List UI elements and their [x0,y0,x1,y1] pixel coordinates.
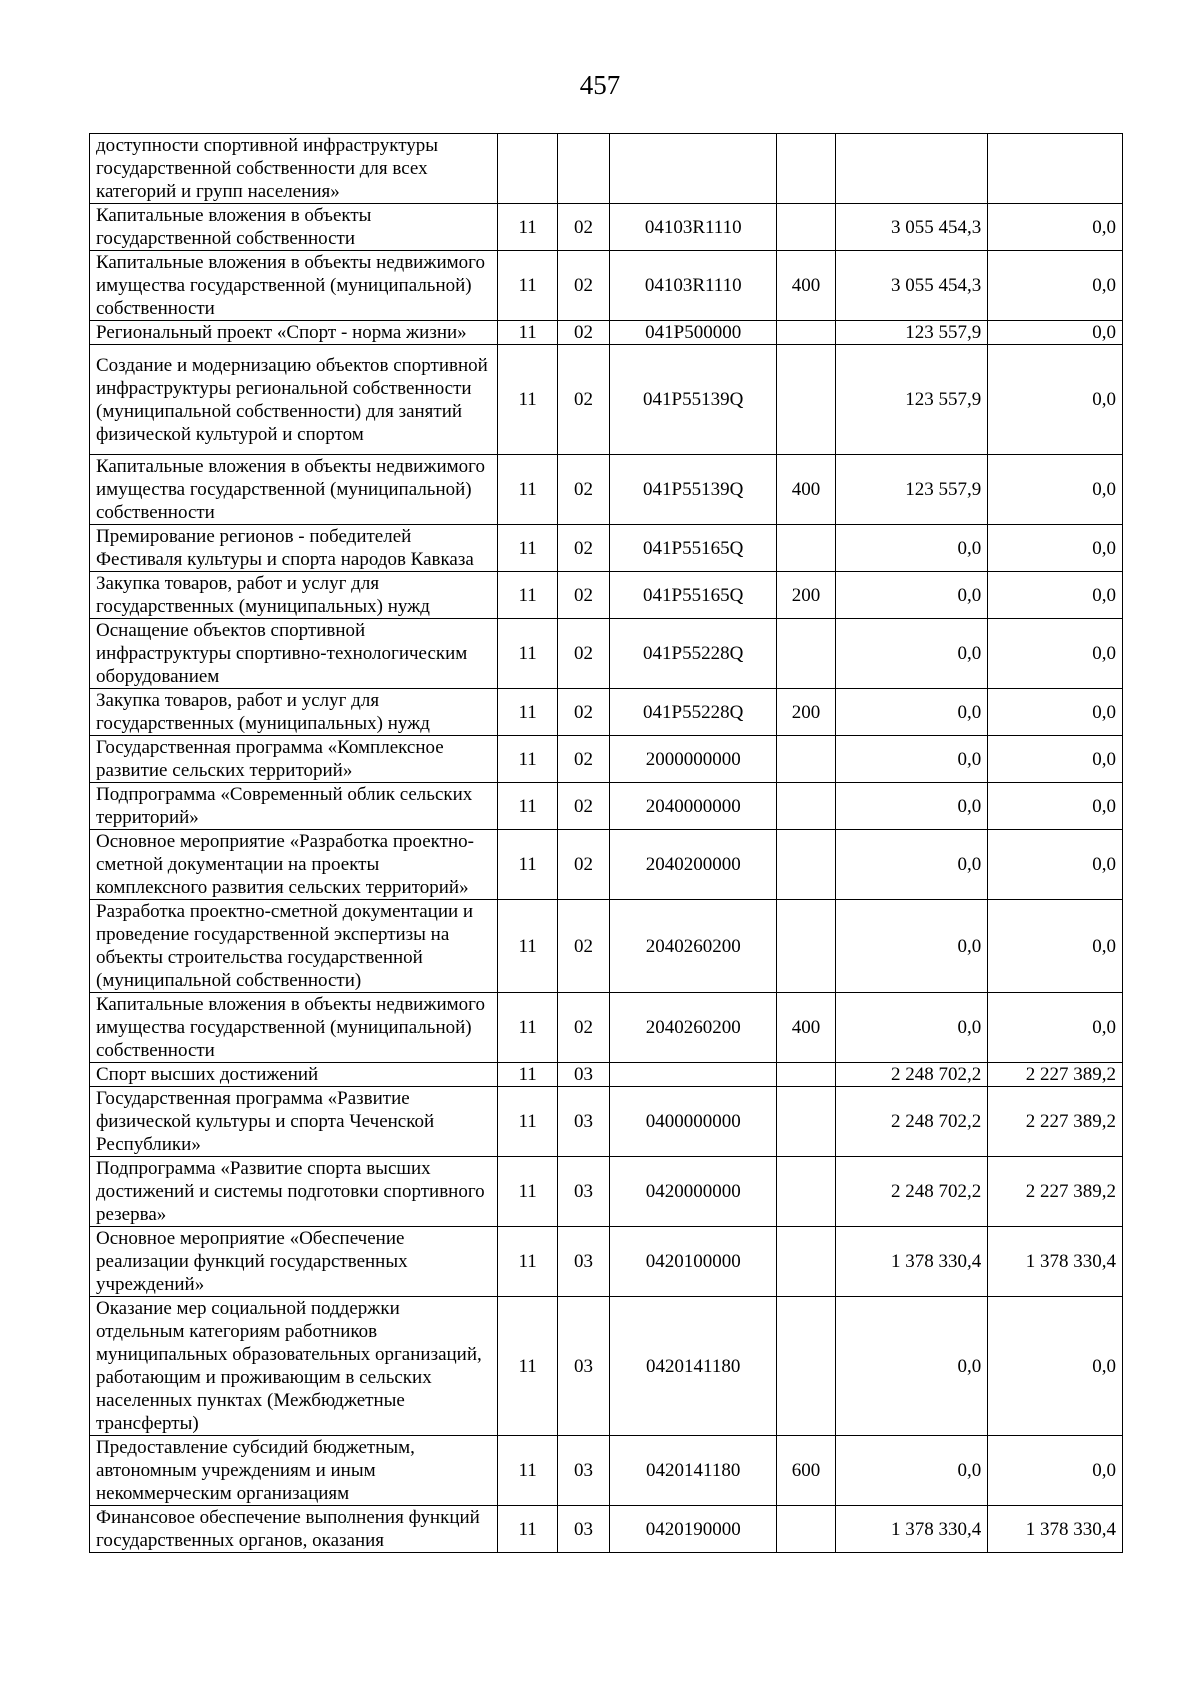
section-code: 11 [498,1436,558,1506]
amount-year-1: 3 055 454,3 [835,251,987,321]
amount-year-1: 0,0 [835,736,987,783]
target-article-code: 2040260200 [610,900,777,993]
subsection-code: 02 [557,783,609,830]
amount-year-2: 1 378 330,4 [988,1506,1123,1553]
section-code: 11 [498,993,558,1063]
amount-year-2: 0,0 [988,525,1123,572]
amount-year-1: 1 378 330,4 [835,1227,987,1297]
subsection-code: 03 [557,1436,609,1506]
section-code: 11 [498,204,558,251]
target-article-code: 0420141180 [610,1297,777,1436]
target-article-code: 041P500000 [610,321,777,345]
row-name: Оснащение объектов спортивной инфраструктуры спортивно-технологическим оборудованием [90,619,498,689]
subsection-code: 02 [557,321,609,345]
amount-year-2: 0,0 [988,204,1123,251]
table-body [90,134,1123,1553]
row-name: Закупка товаров, работ и услуг для государственных (муниципальных) нужд [90,689,498,736]
table-row [90,321,1123,345]
amount-year-1: 0,0 [835,1436,987,1506]
amount-year-1: 3 055 454,3 [835,204,987,251]
expense-type-code: 400 [777,251,835,321]
expense-type-code [777,345,835,455]
target-article-code: 041P55228Q [610,619,777,689]
row-name: Подпрограмма «Развитие спорта высших достижений и системы подготовки спортивного резерва» [90,1157,498,1227]
table-row [90,1297,1123,1436]
section-code: 11 [498,736,558,783]
expense-type-code: 400 [777,993,835,1063]
amount-year-2: 0,0 [988,619,1123,689]
row-name: Финансовое обеспечение выполнения функций государственных органов, оказания [90,1506,498,1553]
subsection-code: 02 [557,830,609,900]
amount-year-1: 0,0 [835,900,987,993]
amount-year-2: 2 227 389,2 [988,1087,1123,1157]
amount-year-2: 1 378 330,4 [988,1227,1123,1297]
amount-year-1: 2 248 702,2 [835,1087,987,1157]
row-name: Премирование регионов - победителей Фестиваля культуры и спорта народов Кавказа [90,525,498,572]
amount-year-2: 0,0 [988,345,1123,455]
subsection-code: 03 [557,1063,609,1087]
section-code: 11 [498,572,558,619]
target-article-code: 2000000000 [610,736,777,783]
amount-year-1: 0,0 [835,783,987,830]
expense-type-code [777,1063,835,1087]
section-code: 11 [498,345,558,455]
row-name: Основное мероприятие «Разработка проектно-сметной документации на проекты комплексного развития сельских территорий» [90,830,498,900]
amount-year-2: 2 227 389,2 [988,1157,1123,1227]
table-row [90,1063,1123,1087]
amount-year-2: 0,0 [988,251,1123,321]
amount-year-1: 1 378 330,4 [835,1506,987,1553]
page-number: 457 [579,70,621,100]
section-code: 11 [498,321,558,345]
subsection-code: 03 [557,1506,609,1553]
table-row [90,783,1123,830]
section-code [498,134,558,204]
budget-table [89,133,1123,1553]
expense-type-code [777,204,835,251]
table-row [90,1506,1123,1553]
amount-year-2: 0,0 [988,321,1123,345]
table-row [90,689,1123,736]
section-code: 11 [498,1157,558,1227]
amount-year-2: 0,0 [988,455,1123,525]
subsection-code: 02 [557,251,609,321]
expense-type-code [777,1087,835,1157]
amount-year-1: 0,0 [835,689,987,736]
target-article-code: 0420100000 [610,1227,777,1297]
amount-year-1: 123 557,9 [835,455,987,525]
amount-year-1: 0,0 [835,572,987,619]
table-row [90,1087,1123,1157]
table-row [90,204,1123,251]
target-article-code: 041P55165Q [610,525,777,572]
amount-year-2: 0,0 [988,736,1123,783]
section-code: 11 [498,900,558,993]
section-code: 11 [498,455,558,525]
target-article-code: 041P55165Q [610,572,777,619]
row-name: Спорт высших достижений [90,1063,498,1087]
expense-type-code [777,830,835,900]
target-article-code: 0420141180 [610,1436,777,1506]
expense-type-code [777,525,835,572]
row-name: Капитальные вложения в объекты государственной собственности [90,204,498,251]
target-article-code: 04103R1110 [610,204,777,251]
target-article-code: 041P55139Q [610,345,777,455]
table-row [90,525,1123,572]
subsection-code: 02 [557,345,609,455]
section-code: 11 [498,525,558,572]
subsection-code: 02 [557,204,609,251]
subsection-code: 03 [557,1297,609,1436]
row-name: Закупка товаров, работ и услуг для государственных (муниципальных) нужд [90,572,498,619]
subsection-code: 02 [557,689,609,736]
expense-type-code [777,1227,835,1297]
row-name: Капитальные вложения в объекты недвижимого имущества государственной (муниципальной) собственности [90,251,498,321]
expense-type-code [777,900,835,993]
target-article-code: 041P55228Q [610,689,777,736]
target-article-code: 041P55139Q [610,455,777,525]
section-code: 11 [498,619,558,689]
subsection-code: 02 [557,619,609,689]
table-row [90,1157,1123,1227]
expense-type-code [777,321,835,345]
target-article-code: 04103R1110 [610,251,777,321]
subsection-code: 03 [557,1157,609,1227]
expense-type-code: 400 [777,455,835,525]
expense-type-code [777,736,835,783]
section-code: 11 [498,689,558,736]
row-name: Создание и модернизацию объектов спортивной инфраструктуры региональной собственности (муниципальной собственности) для занятий физической культурой и спортом [90,345,498,455]
row-name: Государственная программа «Развитие физической культуры и спорта Чеченской Республики» [90,1087,498,1157]
section-code: 11 [498,1227,558,1297]
target-article-code: 2040260200 [610,993,777,1063]
expense-type-code: 200 [777,572,835,619]
amount-year-1: 0,0 [835,525,987,572]
expense-type-code [777,1297,835,1436]
expense-type-code: 200 [777,689,835,736]
target-article-code: 0420000000 [610,1157,777,1227]
table-row [90,455,1123,525]
row-name: Разработка проектно-сметной документации и проведение государственной экспертизы на объекты строительства государственной (муниципальной собственности) [90,900,498,993]
row-name: доступности спортивной инфраструктуры государственной собственности для всех категорий и групп населения» [90,134,498,204]
row-name: Региональный проект «Спорт - норма жизни» [90,321,498,345]
table-row [90,1227,1123,1297]
amount-year-1: 123 557,9 [835,345,987,455]
expense-type-code: 600 [777,1436,835,1506]
table-row [90,993,1123,1063]
amount-year-1 [835,134,987,204]
row-name: Основное мероприятие «Обеспечение реализации функций государственных учреждений» [90,1227,498,1297]
expense-type-code [777,1506,835,1553]
section-code: 11 [498,830,558,900]
subsection-code: 02 [557,993,609,1063]
target-article-code [610,1063,777,1087]
amount-year-2: 2 227 389,2 [988,1063,1123,1087]
amount-year-2: 0,0 [988,1297,1123,1436]
table-row [90,251,1123,321]
amount-year-1: 2 248 702,2 [835,1157,987,1227]
table-row [90,572,1123,619]
row-name: Капитальные вложения в объекты недвижимого имущества государственной (муниципальной) собственности [90,455,498,525]
subsection-code: 03 [557,1227,609,1297]
table-row [90,830,1123,900]
amount-year-2: 0,0 [988,830,1123,900]
table-row [90,134,1123,204]
amount-year-1: 0,0 [835,993,987,1063]
target-article-code: 2040200000 [610,830,777,900]
amount-year-2: 0,0 [988,900,1123,993]
expense-type-code [777,134,835,204]
table-row [90,619,1123,689]
section-code: 11 [498,1087,558,1157]
row-name: Предоставление субсидий бюджетным, автономным учреждениям и иным некоммерческим организациям [90,1436,498,1506]
amount-year-2: 0,0 [988,993,1123,1063]
subsection-code: 02 [557,572,609,619]
table-row [90,736,1123,783]
section-code: 11 [498,783,558,830]
expense-type-code [777,619,835,689]
subsection-code [557,134,609,204]
row-name: Оказание мер социальной поддержки отдельным категориям работников муниципальных образовательных организаций, работающим и проживающим в сельских населенных пунктах (Межбюджетные трансферты) [90,1297,498,1436]
section-code: 11 [498,1063,558,1087]
section-code: 11 [498,251,558,321]
table-row [90,900,1123,993]
amount-year-2: 0,0 [988,572,1123,619]
subsection-code: 03 [557,1087,609,1157]
subsection-code: 02 [557,900,609,993]
row-name: Подпрограмма «Современный облик сельских территорий» [90,783,498,830]
amount-year-1: 0,0 [835,619,987,689]
expense-type-code [777,783,835,830]
section-code: 11 [498,1297,558,1436]
target-article-code: 2040000000 [610,783,777,830]
target-article-code [610,134,777,204]
amount-year-2: 0,0 [988,783,1123,830]
amount-year-1: 2 248 702,2 [835,1063,987,1087]
target-article-code: 0400000000 [610,1087,777,1157]
subsection-code: 02 [557,455,609,525]
amount-year-2: 0,0 [988,689,1123,736]
amount-year-1: 0,0 [835,830,987,900]
amount-year-1: 123 557,9 [835,321,987,345]
subsection-code: 02 [557,736,609,783]
amount-year-1: 0,0 [835,1297,987,1436]
table-row [90,345,1123,455]
section-code: 11 [498,1506,558,1553]
target-article-code: 0420190000 [610,1506,777,1553]
row-name: Капитальные вложения в объекты недвижимого имущества государственной (муниципальной) собственности [90,993,498,1063]
amount-year-2 [988,134,1123,204]
expense-type-code [777,1157,835,1227]
subsection-code: 02 [557,525,609,572]
table-row [90,1436,1123,1506]
amount-year-2: 0,0 [988,1436,1123,1506]
row-name: Государственная программа «Комплексное развитие сельских территорий» [90,736,498,783]
